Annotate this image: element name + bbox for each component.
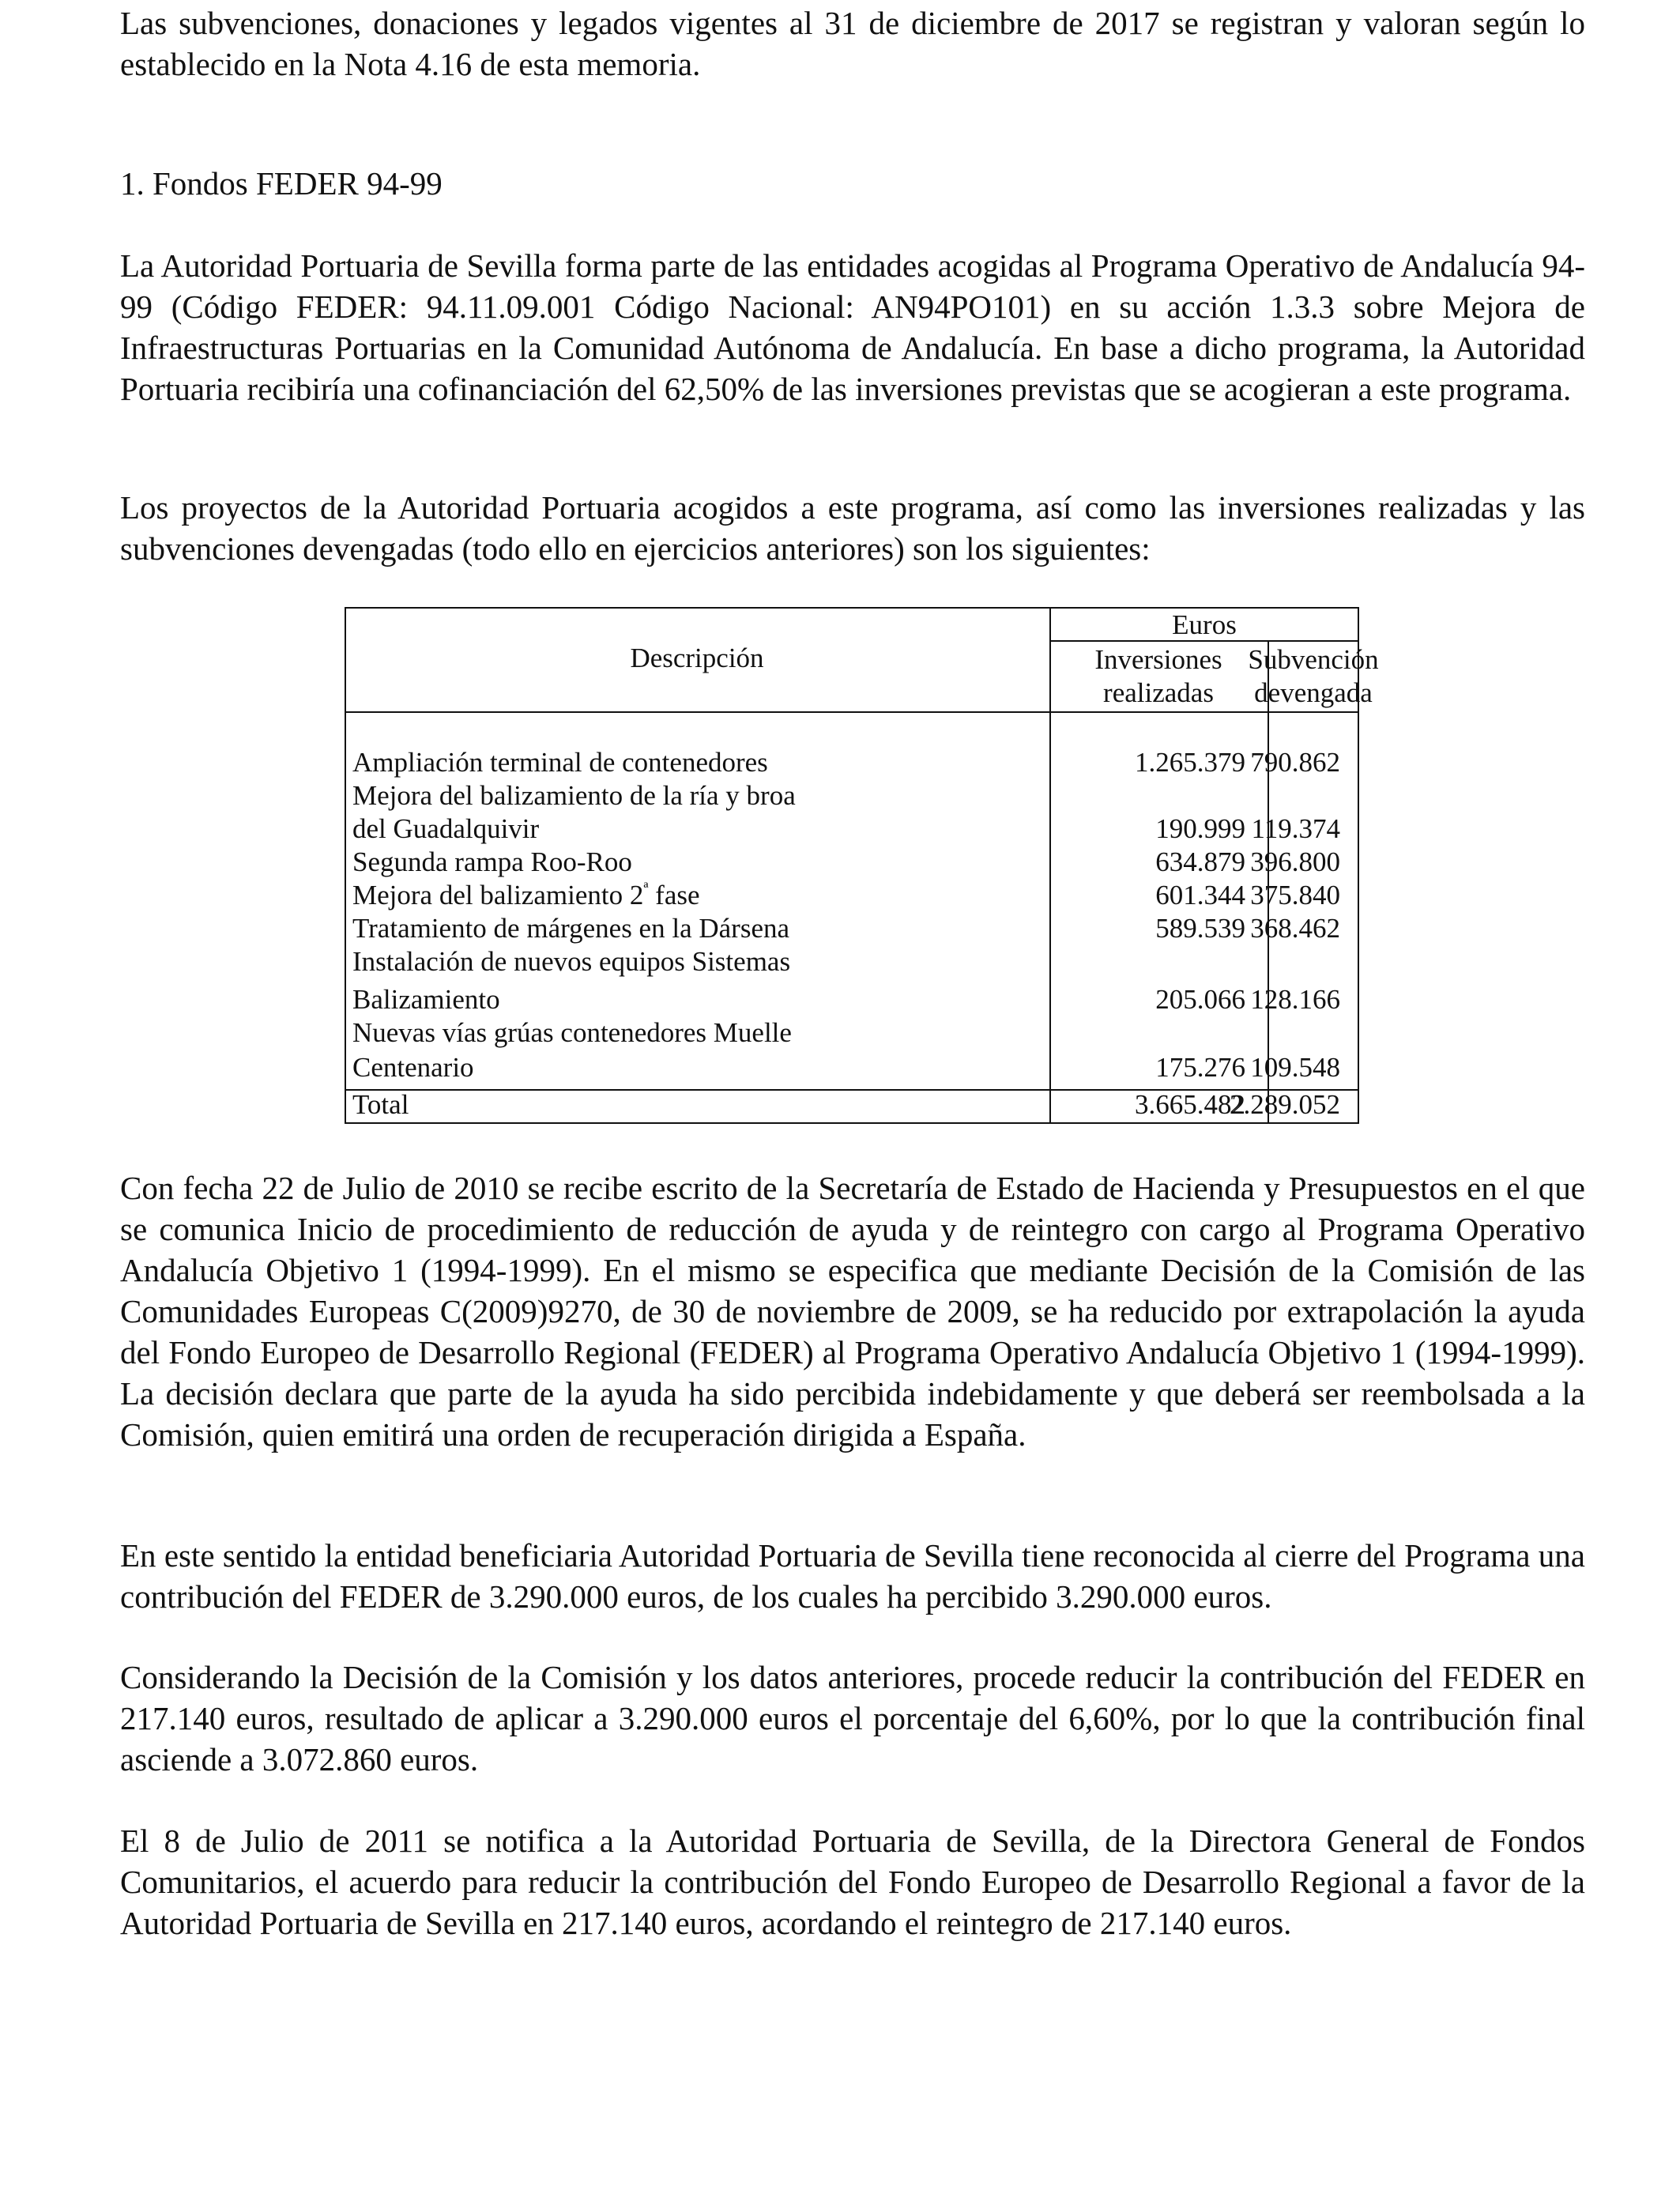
ordinal-superscript: ª: [643, 878, 649, 899]
table-row-subsidy-value: 368.462: [1250, 913, 1340, 944]
table-row-subsidy-value: 790.862: [1250, 747, 1340, 778]
table-row-description-cont: del Guadalquivir: [352, 813, 540, 844]
section-heading: 1. Fondos FEDER 94-99: [120, 165, 443, 202]
table-row-investment: 634.879: [1155, 846, 1245, 877]
table-row-description: Tratamiento de márgenes en la Dársena: [352, 913, 790, 944]
table-row-description-text: Mejora del balizamiento 2: [352, 880, 644, 910]
table-row-investment: 1.265.379: [1135, 747, 1245, 778]
table-row-description-cont: Centenario: [352, 1052, 474, 1083]
notice-paragraph: Con fecha 22 de Julio de 2010 se recibe escrito de la Secretaría de Estado de Hacienda y Presupuestos en el que se comunica Inicio de procedimiento de reducción de ayuda y de reintegro con cargo al Programa Operativo Andalucía Objetivo 1 (1994-1999). En el mismo se especifica que mediante Decisión de la Comisión de las Comunidades Europeas C(2009)9270, de 30 de noviembre de 2009, se ha reducido por extrapolación la ayuda del Fondo Europeo de Desarrollo Regional (FEDER) al Programa Operativo Andalucía Objetivo 1 (1994-1999). La decisión declara que parte de la ayuda ha sido percibida indebidamente y que deberá ser reembolsada a la Comisión, quien emitirá una orden de recuperación dirigida a España.: [120, 1170, 1585, 1453]
table-row-subsidy-value: 119.374: [1251, 813, 1340, 844]
table-row-subsidy-value: 375.840: [1250, 880, 1340, 910]
contribution-paragraph: En este sentido la entidad beneficiaria Autoridad Portuaria de Sevilla tiene reconocida al cierre del Programa una contribución del FEDER de 3.290.000 euros, de los cuales ha percibido 3.290.000 euros.: [120, 1537, 1585, 1615]
col-header-investments-line1: Inversiones: [1094, 644, 1222, 675]
table-row-investment: 205.066: [1155, 984, 1245, 1015]
table-total-subsidy-value: 2.289.052: [1230, 1089, 1340, 1120]
table-row-subsidy-value: 128.166: [1250, 984, 1340, 1015]
program-paragraph: La Autoridad Portuaria de Sevilla forma parte de las entidades acogidas al Programa Operativo de Andalucía 94-99 (Código FEDER: 94.11.09.001 Código Nacional: AN94PO101) en su acción 1.3.3 sobre Mejora de Infraestructuras Portuarias en la Comunidad Autónoma de Andalucía. En base a dicho programa, la Autoridad Portuaria recibiría una cofinanciación del 62,50% de las inversiones previstas que se acogieran a este programa.: [120, 247, 1585, 407]
intro-paragraph: Las subvenciones, donaciones y legados vigentes al 31 de diciembre de 2017 se registran y valoran según lo establecido en la Nota 4.16 de esta memoria.: [120, 5, 1585, 82]
final-paragraph: El 8 de Julio de 2011 se notifica a la Autoridad Portuaria de Sevilla, de la Directora General de Fondos Comunitarios, el acuerdo para reducir la contribución del Fondo Europeo de Desarrollo Regional a favor de la Autoridad Portuaria de Sevilla en 217.140 euros, acordando el reintegro de 217.140 euros.: [120, 1823, 1585, 1941]
table-row-description-cont: Balizamiento: [352, 984, 500, 1015]
col-header-investments-line2: realizadas: [1103, 677, 1214, 708]
table-row-investment: 190.999: [1155, 813, 1245, 844]
col-header-subsidy-line2: devengada: [1254, 677, 1373, 708]
table-row-description: Ampliación terminal de contenedores: [352, 747, 768, 778]
col-header-subsidy: [1248, 643, 1379, 710]
table-row-investment: 175.276: [1155, 1052, 1245, 1083]
decision-paragraph: Considerando la Decisión de la Comisión y los datos anteriores, procede reducir la contribución del FEDER en 217.140 euros, resultado de aplicar a 3.290.000 euros el porcentaje del 6,60%, por lo que la contribución final asciende a 3.072.860 euros.: [120, 1659, 1585, 1777]
table-divider: [345, 711, 1359, 713]
table-row-description: [352, 879, 700, 912]
table-row-description: Instalación de nuevos equipos Sistemas: [352, 946, 791, 977]
table-total-investment: 3.665.482: [1135, 1089, 1245, 1120]
table-row-description-text: fase: [648, 880, 700, 910]
projects-paragraph: Los proyectos de la Autoridad Portuaria acogidos a este programa, así como las inversiones realizadas y las subvenciones devengadas (todo ello en ejercicios anteriores) son los siguientes:: [120, 489, 1585, 567]
table-row-investment: 589.539: [1155, 913, 1245, 944]
table-row-subsidy-value: 109.548: [1250, 1052, 1340, 1083]
feder-projects-table: [345, 607, 1379, 1124]
col-group-header-euros: Euros: [1172, 609, 1237, 640]
table-row-investment: 601.344: [1155, 880, 1245, 910]
table-row-description: Nuevas vías grúas contenedores Muelle: [352, 1017, 792, 1048]
table-row-description: Segunda rampa Roo-Roo: [352, 846, 632, 877]
table-row-description: Mejora del balizamiento de la ría y broa: [352, 780, 796, 811]
col-header-subsidy-line1: Subvención: [1248, 644, 1379, 675]
col-header-description: Descripción: [630, 643, 764, 673]
table-row-subsidy-value: 396.800: [1250, 846, 1340, 877]
table-total-label: Total: [352, 1089, 409, 1120]
